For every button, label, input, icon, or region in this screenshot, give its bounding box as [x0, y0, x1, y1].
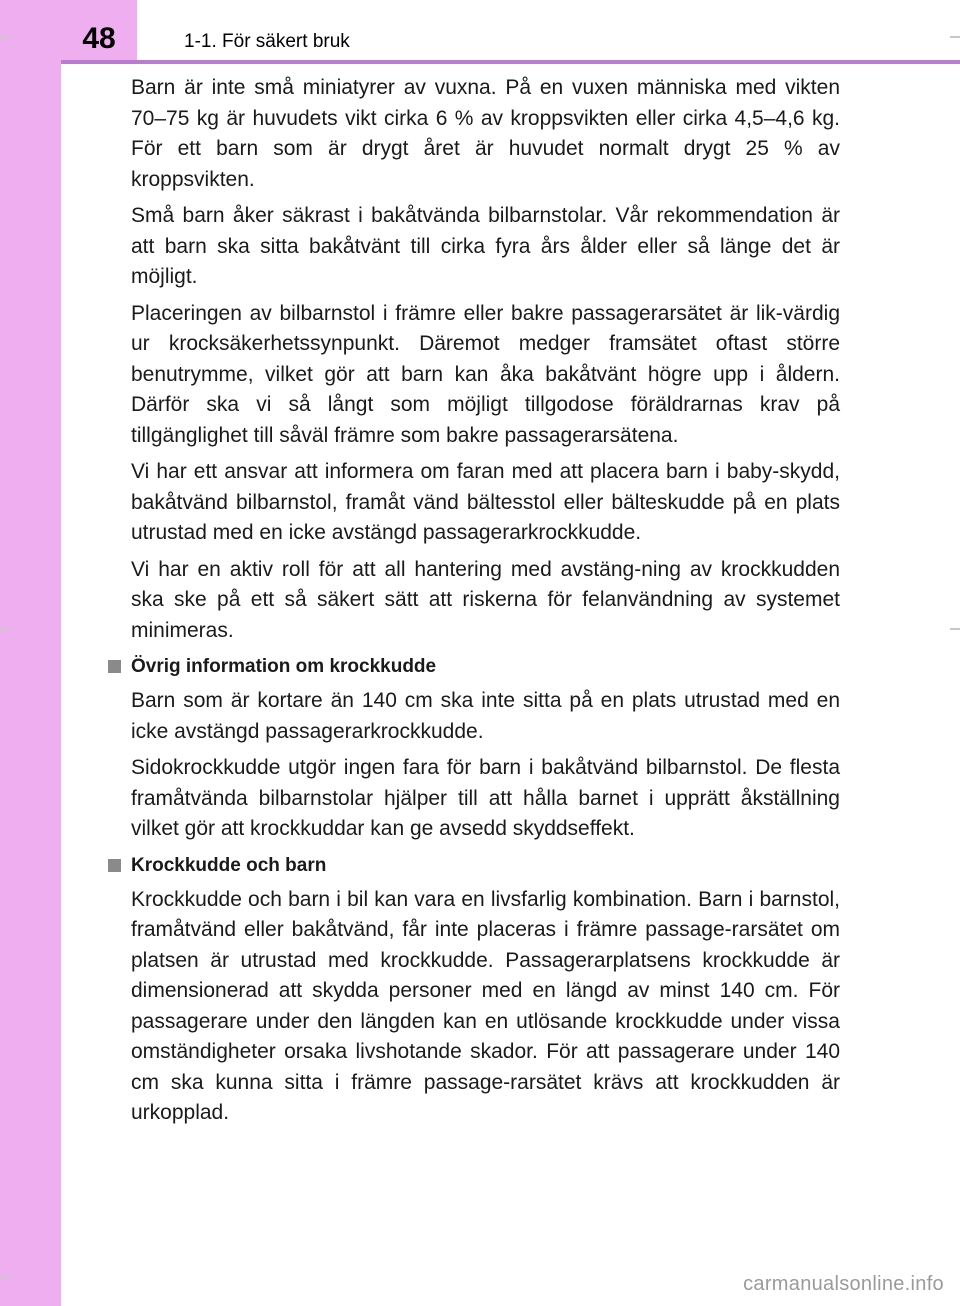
paragraph: Vi har ett ansvar att informera om faran med att placera barn i baby-skydd, bakåtvänd bilbarnstol, framåt vänd bältesstol eller bälteskudde på en plats utrustad med en icke avstängd passagerarkrockkudde. — [131, 460, 840, 544]
edge-tick — [0, 36, 10, 38]
paragraph: Krockkudde och barn i bil kan vara en livsfarlig kombination. Barn i barnstol, framåtvänd eller bakåtvänd, får inte placeras i främre passage-rarsätet om platsen är utrustad med krockkudde. Passagerarplatsens krockkudde är dimensionerad att skydda personer med en längd av minst 140 cm. För passagerare under den längden kan en utlösande krockkudde under vissa omständigheter orsaka livshotande skador. För att passagerare under 140 cm ska kunna sitta i främre passage-rarsätet krävs att krockkudden är urkopplad. — [131, 887, 840, 1124]
body-text — [131, 73, 840, 1135]
subheading-krockkudde-och-barn — [104, 853, 840, 879]
side-color-strip — [0, 0, 61, 1306]
subheading-text: Krockkudde och barn — [131, 854, 327, 876]
bullet-square-icon — [108, 859, 121, 872]
edge-tick — [0, 628, 10, 630]
paragraph: Vi har en aktiv roll för att all hantering med avstäng-ning av krockkudden ska ske på ett så säkert sätt att riskerna för felanvändning av systemet minimeras. — [131, 557, 840, 642]
paragraph: Placeringen av bilbarnstol i främre eller bakre passagerarsätet är lik-värdig ur krocksäkerhetssynpunkt. Däremot medger framsätet oftast större benutrymme, vilket gör att barn kan åka bakåtvänt högre upp i åldern. Därför ska vi så långt som möjligt tillgodose föräldrarnas krav på tillgänglighet till såväl främre som bakre passagerarsätena. — [131, 301, 840, 447]
paragraph: Barn som är kortare än 140 cm ska inte sitta på en plats utrustad med en icke avstängd passagerarkrockkudde. — [131, 689, 840, 743]
bullet-square-icon — [108, 660, 121, 673]
edge-tick — [0, 1276, 10, 1278]
page-number: 48 — [82, 22, 116, 55]
subheading-ovrig-information — [104, 654, 840, 680]
paragraph: Sidokrockkudde utgör ingen fara för barn i bakåtvänd bilbarnstol. De flesta framåtvända bilbarnstolar hjälper till att hålla barnet i upprätt åkställning vilket gör att krockkuddar kan ge avsedd skyddseffekt. — [131, 756, 840, 840]
watermark: carmanualsonline.info — [743, 1273, 944, 1295]
subheading-text: Övrig information om krockkudde — [131, 656, 437, 677]
section-title: 1-1. För säkert bruk — [184, 31, 350, 52]
paragraph: Barn är inte små miniatyrer av vuxna. På en vuxen människa med vikten 70–75 kg är huvudets vikt cirka 6 % av kroppsvikten eller cirka 4,5–4,6 kg. För ett barn som är drygt året är huvudet normalt drygt 25 % av kroppsvikten. — [131, 76, 840, 191]
paragraph: Små barn åker säkrast i bakåtvända bilbarnstolar. Vår rekommendation är att barn ska sitta bakåtvänt till cirka fyra års ålder eller så länge det är möjligt. — [131, 204, 840, 288]
header-rule — [61, 60, 960, 64]
edge-tick — [950, 628, 960, 630]
edge-tick — [950, 36, 960, 38]
